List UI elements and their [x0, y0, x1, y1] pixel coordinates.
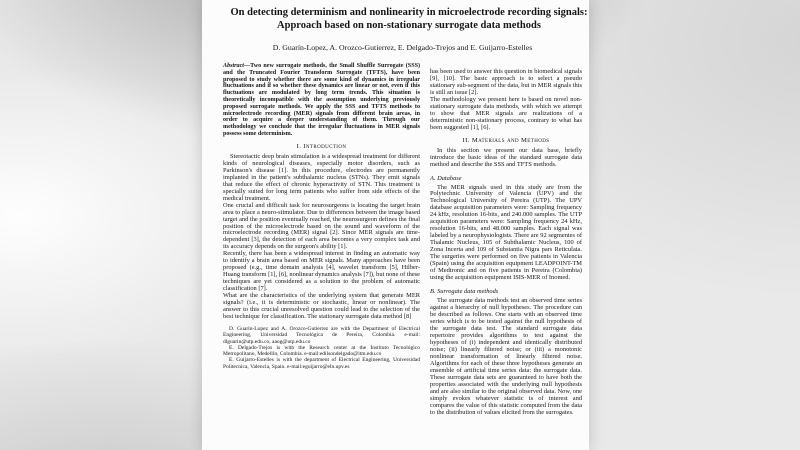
- database-paragraph-1: The MER signals used in this study are from the Polytechnic University of Valencia (UPV) and the Technological University of Pereira (UTP). The UPV database acquisition parameters were: Sampling frequency 24 kHz, resolution 16-bits, and 240.000 samples. The UTP acquisition parameters were: Sampling frequency 24 kHz, resolution 16-bits, and 48.000 samples. Each signal was labeled by a neurophysiologists. There are 92 segmentes of Thalamic Nucleus, 105 of Subthalamic Nucleus, 100 of Zona Incerta and 109 of Substantia Nigra pars Reticulata. The surgeries were performed on five patients in Valencia (Spain) using the acquisition equipment LEADPOINT-TM of Medtronic and on five patients in Pereira (Colombia) using the acquisition equipment ISIS-MER of Inomed.: [430, 183, 582, 282]
- left-column: [223, 63, 420, 417]
- column-gap: [420, 63, 430, 417]
- abstract-text: Two new surrogate methods, the Small Shuffle Surrogate (SSS) and the Truncated Fourier Transform Surrogate (TFTS), have been proposed to study whether there are some kind of dynamics in irregular fluctuations and if so whether these dynamics are linear or not, even if this fluctuations are modulated by long term trends. This situation is theoretically incompatible with the assumption underlying previously proposed surrogate methods. We apply the SSS and TFTS methods to microelectrode recording (MER) signals from different brain areas, in order to acquire a deeper understanding of them. Through our methodology we conclude that the irregular fluctuations in MER signals possess some determinism.: [223, 62, 420, 137]
- subsection-heading-database: A. Database: [430, 174, 462, 182]
- footnote-1: D. Guarín-Lopez and A. Orozco-Gutierrez are with the Department of Electrical Engineering, Universidad Tecnológica de Pereira, Colombia. e-mail: dlguarin@utp.edu.co, aaog@utp.edu.co: [223, 326, 420, 345]
- methods-paragraph-1: In this section we present our data base, briefly introduce the basic ideas of the standard surrogate data method and describe the SSS and TFTS methods.: [430, 146, 582, 168]
- intro-paragraph-4: What are the characteristics of the underlying system that generate MER signals? (i.e., it is deterministic or stochastic, linear or nonlinear). The answer to this crucial unresolved question could lead to the selection of the best technique for classification. The stationary surrogate data method [8]: [223, 292, 420, 321]
- paper-title: On detecting determinism and nonlinearity in microelectrode recording signals: Approach based on non-stationary surrogate data methods: [230, 7, 588, 32]
- author-footnotes: [223, 326, 420, 370]
- paper-authors: D. Guarín-Lopez, A. Orozco-Gutierrez, E. Delgado-Trejos and E. Guijarro-Estelles: [272, 42, 533, 52]
- intro-paragraph-5: has been used to answer this question in biomedical signals [9], [10]. The basic approach is to select a pseudo stationary sub-segment of the data, but in MER signals this is still an issue [2].: [430, 67, 582, 96]
- intro-paragraph-1: Stereotactic deep brain stimulation is a widespread treatment for different kinds of neurological diseases, especially motor disorders, such as Parkinson's disease [1]. In this procedure, electrodes are permanently implanted in the patient's subthalamic nucleus (STNs). They emit signals that reduce the effect of chronic hyperactivity of STN. This treatment is specially suited for long term patients who suffer from side effects of the medical treatment.: [223, 152, 420, 202]
- two-column-body: [223, 63, 582, 417]
- right-column: [430, 63, 582, 417]
- abstract: [223, 63, 420, 138]
- section-heading-methods: II. Materials and Methods: [462, 136, 550, 144]
- surrogate-paragraph-1: The surrogate data methods test an observed time series against a hierarchy of null hypotheses. The procedure can be described as follows. One starts with an observed time series which is to be tested against the null hypothesis of the surrogate data test. The standard surrogate data repertoire provides algorithms to test against the hypotheses of (i) independent and identically distributed noise; (ii) linearly filtered noise; or (iii) a monotonic nonlinear transformation of linearly filtered noise. Algorithms for each of these three hypotheses generate an ensemble of artificial time series data: the surrogate data. These surrogate data sets are guaranteed to have both the properties associated with the underlying null hypothesis and are also similar to the original observed data. Now, one simply evokes whatever statistic is of interest and compares the value of this statistic computed from the data to the distribution of values elicited from the surrogates.: [430, 297, 582, 416]
- intro-paragraph-6: The methodology we present here is based on novel non-stationary surrogate data methods, with which we attempt to show that MER signals are realizations of a deterministic non-stationary process, contrary to what has been suggested [1], [6].: [430, 95, 582, 131]
- abstract-label: Abstract—: [223, 62, 251, 69]
- section-heading-introduction: I. Introduction: [296, 142, 347, 150]
- footnote-3: E. Guijarro-Estelles is with the department of Electrical Engineering, Universidad Politecnica, Valencia, Spain. e-mail:eguijarro@eln.upv.es: [223, 357, 420, 370]
- intro-paragraph-3: Recently, there has been a widespread interest in finding an automatic way to identify a brain area based on MER signals. Many approaches have been proposed (e.g., time domain analysis [4], wavelet transform [5], Hilber-Huang transform [1], [6], nonlinear dynamics analysis [7]), but none of these techniques are yet considered as a solution to the problem of automatic classification [7].: [223, 250, 420, 293]
- intro-paragraph-2: One crucial and difficult task for neurosurgeons is locating the target brain area to place a neuro-stimulator. Due to differences between the image based target and the position eventually reached, the neurosurgeon defines the final position of the microelectrode based on the sound and waveform of the microelectrode recording (MER) signal [2]. Since MER signals are time-dependent [3], the detection of each area becomes a very complex task and its accuracy depends on the surgeon's ability [1].: [223, 201, 420, 251]
- paper-page: [202, 0, 589, 450]
- subsection-heading-surrogate: B. Surrogate data methods: [430, 288, 499, 296]
- footnote-2: E. Delgado-Trejos is with the Research center at the Instituto Tecnológico Metropolitano, Medellín, Colombia. e-mail:edilsondelgado@itm.edu.co: [223, 344, 420, 358]
